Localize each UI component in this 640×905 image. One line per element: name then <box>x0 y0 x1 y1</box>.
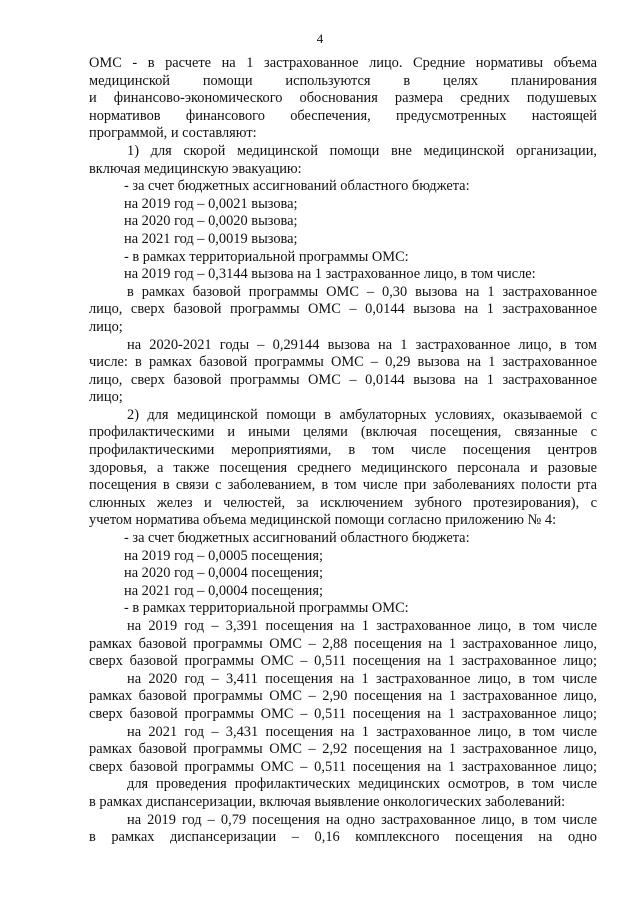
text-line: на 2021 год – 0,0019 вызова; <box>124 230 298 247</box>
document-body <box>89 55 597 847</box>
text-line: посещения в связи с заболеванием, в том числе при заболеваниях полости рта <box>89 477 597 494</box>
text-line: - в рамках территориальной программы ОМС: <box>124 600 409 617</box>
text-line: программой, и составляют: <box>89 125 257 142</box>
text-line: в рамках диспансеризации – 0,16 комплексного посещения на одно <box>89 829 597 846</box>
text-line: сверх базовой программы ОМС – 0,511 посещения на 1 застрахованное лицо; <box>89 758 597 775</box>
text-line: 1) для скорой медицинской помощи вне медицинской организации, <box>127 142 597 159</box>
text-line: и финансово-экономического обоснования размера средних подушевых <box>89 90 597 107</box>
text-line: учетом норматива объема медицинской помощи согласно приложению № 4: <box>89 512 557 529</box>
text-line: на 2020 год – 0,0004 посещения; <box>124 565 323 582</box>
text-line: - за счет бюджетных ассигнований областного бюджета: <box>124 178 470 195</box>
text-line: профилактическими и иными целями (включая посещения, связанные с <box>89 424 597 441</box>
text-line: профилактическими мероприятиями, в том числе посещения центров <box>89 442 597 459</box>
text-line: нормативов финансового обеспечения, предусмотренных настоящей <box>89 107 597 124</box>
text-line: слюнных желез и челюстей, за исключением зубного протезирования), с <box>89 494 597 511</box>
text-line: лицо, сверх базовой программы ОМС – 0,0144 вызова на 1 застрахованное <box>89 371 597 388</box>
text-line: ОМС - в расчете на 1 застрахованное лицо. Средние нормативы объема <box>89 55 597 71</box>
page-number: 4 <box>316 31 324 46</box>
text-line: включая медицинскую эвакуацию: <box>89 160 302 177</box>
text-line: на 2019 год – 0,79 посещения на одно застрахованное лицо, в том числе <box>127 811 597 828</box>
text-line: медицинской помощи используются в целях планирования <box>89 72 597 89</box>
text-line: сверх базовой программы ОМС – 0,511 посещения на 1 застрахованное лицо; <box>89 653 597 670</box>
text-line: в рамках диспансеризации, включая выявление онкологических заболеваний: <box>89 793 566 810</box>
text-line: на 2021 год – 3,431 посещения на 1 застрахованное лицо, в том числе <box>127 723 597 740</box>
text-line: на 2020 год – 0,0020 вызова; <box>124 213 298 230</box>
text-line: на 2021 год – 0,0004 посещения; <box>124 582 323 599</box>
text-line: - в рамках территориальной программы ОМС: <box>124 248 409 265</box>
text-line: лицо, сверх базовой программы ОМС – 0,0144 вызова на 1 застрахованное <box>89 301 597 318</box>
text-line: на 2019 год – 0,3144 вызова на 1 застрахованное лицо, в том числе: <box>124 266 536 283</box>
text-line: сверх базовой программы ОМС – 0,511 посещения на 1 застрахованное лицо; <box>89 705 597 722</box>
text-line: на 2019 год – 0,0005 посещения; <box>124 547 323 564</box>
text-line: лицо; <box>89 318 123 335</box>
text-line: для проведения профилактических медицинских осмотров, в том числе <box>127 776 597 793</box>
text-line: на 2019 год – 0,0021 вызова; <box>124 195 298 212</box>
text-line: на 2019 год – 3,391 посещения на 1 застрахованное лицо, в том числе <box>127 618 597 634</box>
text-line: на 2020-2021 годы – 0,29144 вызова на 1 застрахованное лицо, в том <box>127 336 597 353</box>
text-line: рамках базовой программы ОМС – 2,92 посещения на 1 застрахованное лицо, <box>89 741 597 758</box>
text-line: рамках базовой программы ОМС – 2,90 посещения на 1 застрахованное лицо, <box>89 688 597 705</box>
text-line: - за счет бюджетных ассигнований областного бюджета: <box>124 530 470 547</box>
text-line: числе: в рамках базовой программы ОМС – 0,29 вызова на 1 застрахованное <box>89 354 597 371</box>
text-line: лицо; <box>89 389 123 406</box>
text-line: в рамках базовой программы ОМС – 0,30 вызова на 1 застрахованное <box>127 283 597 300</box>
text-line: рамках базовой программы ОМС – 2,88 посещения на 1 застрахованное лицо, <box>89 635 597 652</box>
text-line: 2) для медицинской помощи в амбулаторных условиях, оказываемой с <box>127 406 597 423</box>
text-line: здоровья, а также посещения среднего медицинского персонала и разовые <box>89 459 597 476</box>
text-line: на 2020 год – 3,411 посещения на 1 застрахованное лицо, в том числе <box>127 670 597 687</box>
